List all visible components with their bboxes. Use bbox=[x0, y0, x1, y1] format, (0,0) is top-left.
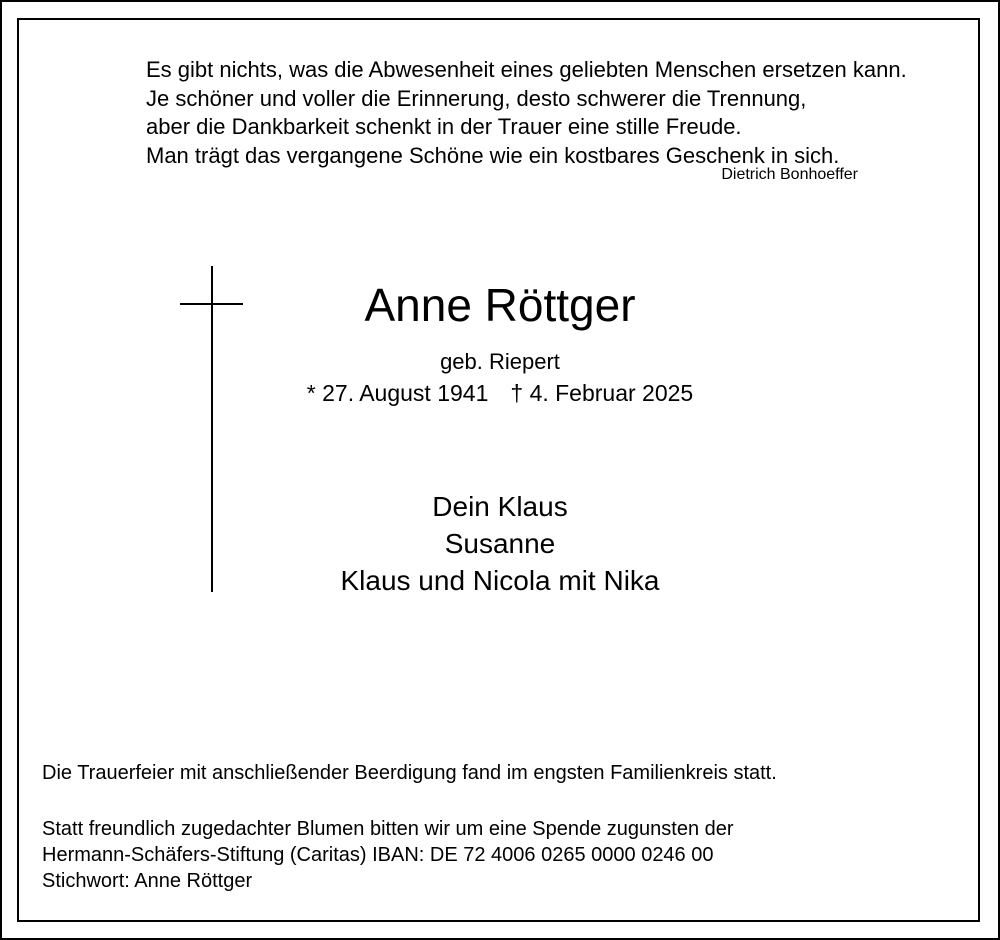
death-date: 4. Februar 2025 bbox=[529, 380, 694, 406]
funeral-note: Die Trauerfeier mit anschließender Beerdigung fand im engsten Familienkreis statt. bbox=[42, 762, 777, 784]
donation-line: Stichwort: Anne Röttger bbox=[42, 870, 253, 892]
mourner: Dein Klaus bbox=[432, 491, 568, 522]
donation-request bbox=[42, 816, 734, 894]
quote-author: Dietrich Bonhoeffer bbox=[721, 166, 858, 183]
donation-line: Hermann-Schäfers-Stiftung (Caritas) IBAN: DE 72 4006 0265 0000 0246 00 bbox=[42, 844, 714, 866]
quote-line: Es gibt nichts, was die Abwesenheit eines geliebten Menschen ersetzen kann. bbox=[146, 57, 907, 82]
memorial-quote bbox=[146, 56, 976, 170]
dagger-symbol: † bbox=[510, 380, 524, 406]
birth-date: * 27. August 1941 bbox=[306, 380, 489, 406]
mourner: Susanne bbox=[444, 528, 556, 559]
life-dates bbox=[0, 380, 1000, 407]
quote-line: Man trägt das vergangene Schöne wie ein kostbares Geschenk in sich. bbox=[146, 142, 840, 168]
birth-name: geb. Riepert bbox=[440, 349, 560, 374]
mourner: Klaus und Nicola mit Nika bbox=[340, 565, 660, 596]
quote-line: Je schöner und voller die Erinnerung, desto schwerer die Trennung, bbox=[146, 85, 807, 111]
deceased-name: Anne Röttger bbox=[364, 279, 636, 331]
quote-line: aber die Dankbarkeit schenkt in der Trauer eine stille Freude. bbox=[146, 114, 742, 139]
donation-line: Statt freundlich zugedachter Blumen bitten wir um eine Spende zugunsten der bbox=[42, 818, 734, 840]
mourners-list bbox=[0, 488, 1000, 599]
